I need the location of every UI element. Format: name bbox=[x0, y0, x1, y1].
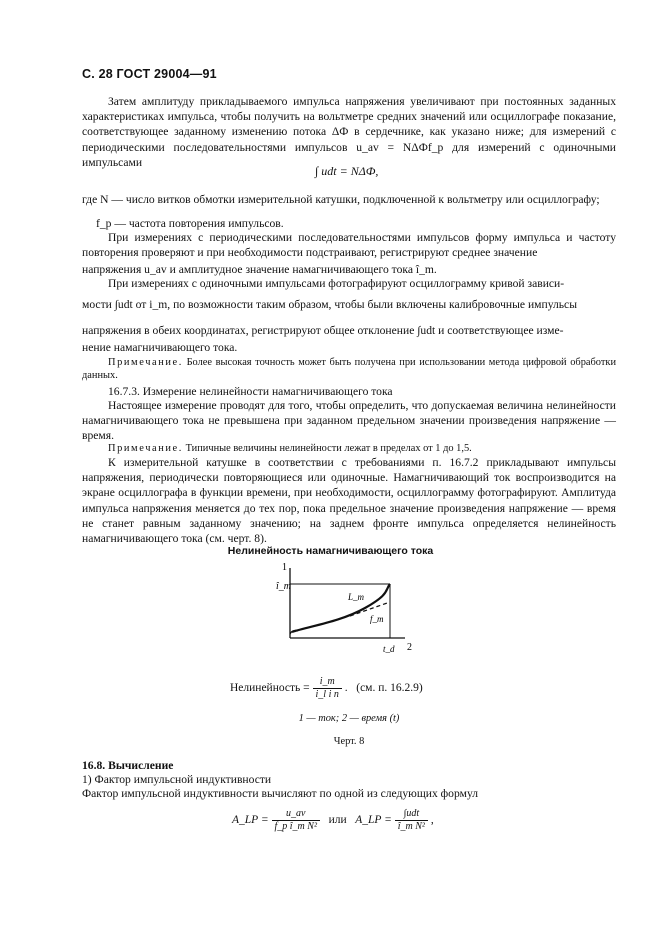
section-16-7-3: 16.7.3. Измерение нелинейности намагничивающего тока bbox=[108, 385, 393, 398]
figure-number: Черт. 8 bbox=[333, 736, 365, 747]
nonlinearity-formula: Нелинейность = $\frac{i\_m}{\text{i\_l i n}}$ . (см. п. 16.2.9) bbox=[230, 676, 423, 700]
page-header: С. 28 ГОСТ 29004—91 bbox=[82, 67, 217, 81]
paragraph-3d: нение намагничивающего тока. bbox=[82, 341, 238, 354]
label-td: t_d bbox=[383, 644, 395, 654]
paragraph-3: При измерениях с одиночными импульсами фотографируют осциллограмму кривой зависи- bbox=[108, 277, 565, 290]
paragraph-5: К измерительной катушке в соответствии с требованиями п. 16.7.2 прикладывают импульсы напряжения, периодически повторяющиеся или одиночные. Намагничивающий ток воспроизводится на экране осциллографа в функции времени, при необходимости, осциллограмму фотографируют. Амплитуда импульса напряжения меняется до тех пор, пока предельное значение произведения напряжение — время не станет равным заданному значению; на заднем фронте импульса определяется нелинейность намагничивающего тока (см. черт. 8). bbox=[82, 456, 616, 546]
item-1: 1) Фактор импульсной индуктивности bbox=[82, 773, 272, 786]
paragraph-3c: напряжения в обеих координатах, регистрируют общее отклонение ∫udt и соответствующее изме- bbox=[82, 324, 564, 337]
nonlinearity-figure bbox=[270, 560, 420, 660]
nonlinearity-label: Нелинейность = bbox=[230, 682, 310, 695]
formula-2-fraction bbox=[272, 808, 320, 833]
label-fm: f_m bbox=[370, 614, 384, 624]
note-2-text: Типичные величины нелинейности лежат в пределах от 1 до 1,5. bbox=[185, 443, 472, 454]
paragraph-6: Фактор импульсной индуктивности вычисляют по одной из следующих формул bbox=[82, 787, 479, 800]
label-im-hat: î_m bbox=[276, 581, 291, 592]
label-Lm: L_m bbox=[348, 592, 365, 602]
axis-y-number: 1 bbox=[282, 562, 287, 573]
formula-flux: ∫ udt = NΔФ, bbox=[315, 164, 379, 178]
where-f: f_p — частота повторения импульсов. bbox=[96, 217, 284, 230]
figure-legend: 1 — ток; 2 — время (t) bbox=[298, 713, 400, 724]
formula-3-lhs: A_LP = bbox=[355, 814, 392, 827]
formula-alp: A_LP = $\frac{u\_av}{\text{f\_p î\_m N²}}$ или A_LP = $\frac{\text{∫udt}}{\text{î\_m N²}}$ , bbox=[232, 808, 434, 832]
nonlinearity-numerator: i_m bbox=[313, 676, 342, 689]
note-1-text: Более высокая точность может быть получена при использовании метода цифровой обработки данных. bbox=[82, 357, 616, 381]
note-1 bbox=[82, 356, 616, 382]
paragraph-4: Настоящее измерение проводят для того, чтобы определить, что допускаемая величина нелинейности намагничивающего тока не превышена при заданном предельном значении произведения напряжение — время. bbox=[82, 399, 616, 443]
paragraph-2: При измерениях с периодическими последовательностями импульсов форму импульса и частоту повторения проверяют и при необходимости подстраивают, регистрируют среднее значение bbox=[82, 231, 616, 260]
nonlinearity-ref: (см. п. 16.2.9) bbox=[356, 682, 423, 695]
formula-or: или bbox=[328, 814, 347, 827]
note-2-label: Примечание. bbox=[108, 443, 183, 454]
where-n: где N — число витков обмотки измерительной катушки, подключенной к вольтметру или осциллографу; bbox=[82, 193, 600, 206]
formula-3-numerator: ∫udt bbox=[395, 808, 428, 821]
formula-2-lhs: A_LP = bbox=[232, 814, 269, 827]
formula-2-numerator: u_av bbox=[272, 808, 320, 821]
formula-2-denominator: f_p î_m N² bbox=[274, 821, 317, 832]
paragraph-2b: напряжения u_av и амплитудное значение намагничивающего тока î_m. bbox=[82, 263, 437, 276]
paragraph-1: Затем амплитуду прикладываемого импульса напряжения увеличивают при постоянных заданных характеристиках импульса, чтобы получить на вольтметре средних значений или осциллографе показание, соответствующее заданному изменению потока ΔФ в сердечнике, как указано ниже; для измерений с периодическими последовательностями импульсов u_av = NΔФf_p для измерений с одиночными импульсами bbox=[82, 95, 616, 169]
nonlinearity-denominator: i_l i n bbox=[315, 689, 339, 700]
current-curve bbox=[292, 584, 390, 632]
figure-title: Нелинейность намагничивающего тока bbox=[227, 545, 434, 557]
formula-3-denominator: î_m N² bbox=[397, 821, 425, 832]
axis-x-number: 2 bbox=[407, 642, 412, 653]
formula-3-fraction bbox=[395, 808, 428, 833]
nonlinearity-fraction bbox=[313, 676, 342, 701]
note-1-label: Примечание. bbox=[108, 357, 183, 368]
note-2 bbox=[82, 442, 616, 455]
section-16-8: 16.8. Вычисление bbox=[82, 759, 174, 772]
paragraph-3b: мости ∫udt от i_m, по возможности таким образом, чтобы были включены калибровочные импульсы bbox=[82, 298, 577, 311]
